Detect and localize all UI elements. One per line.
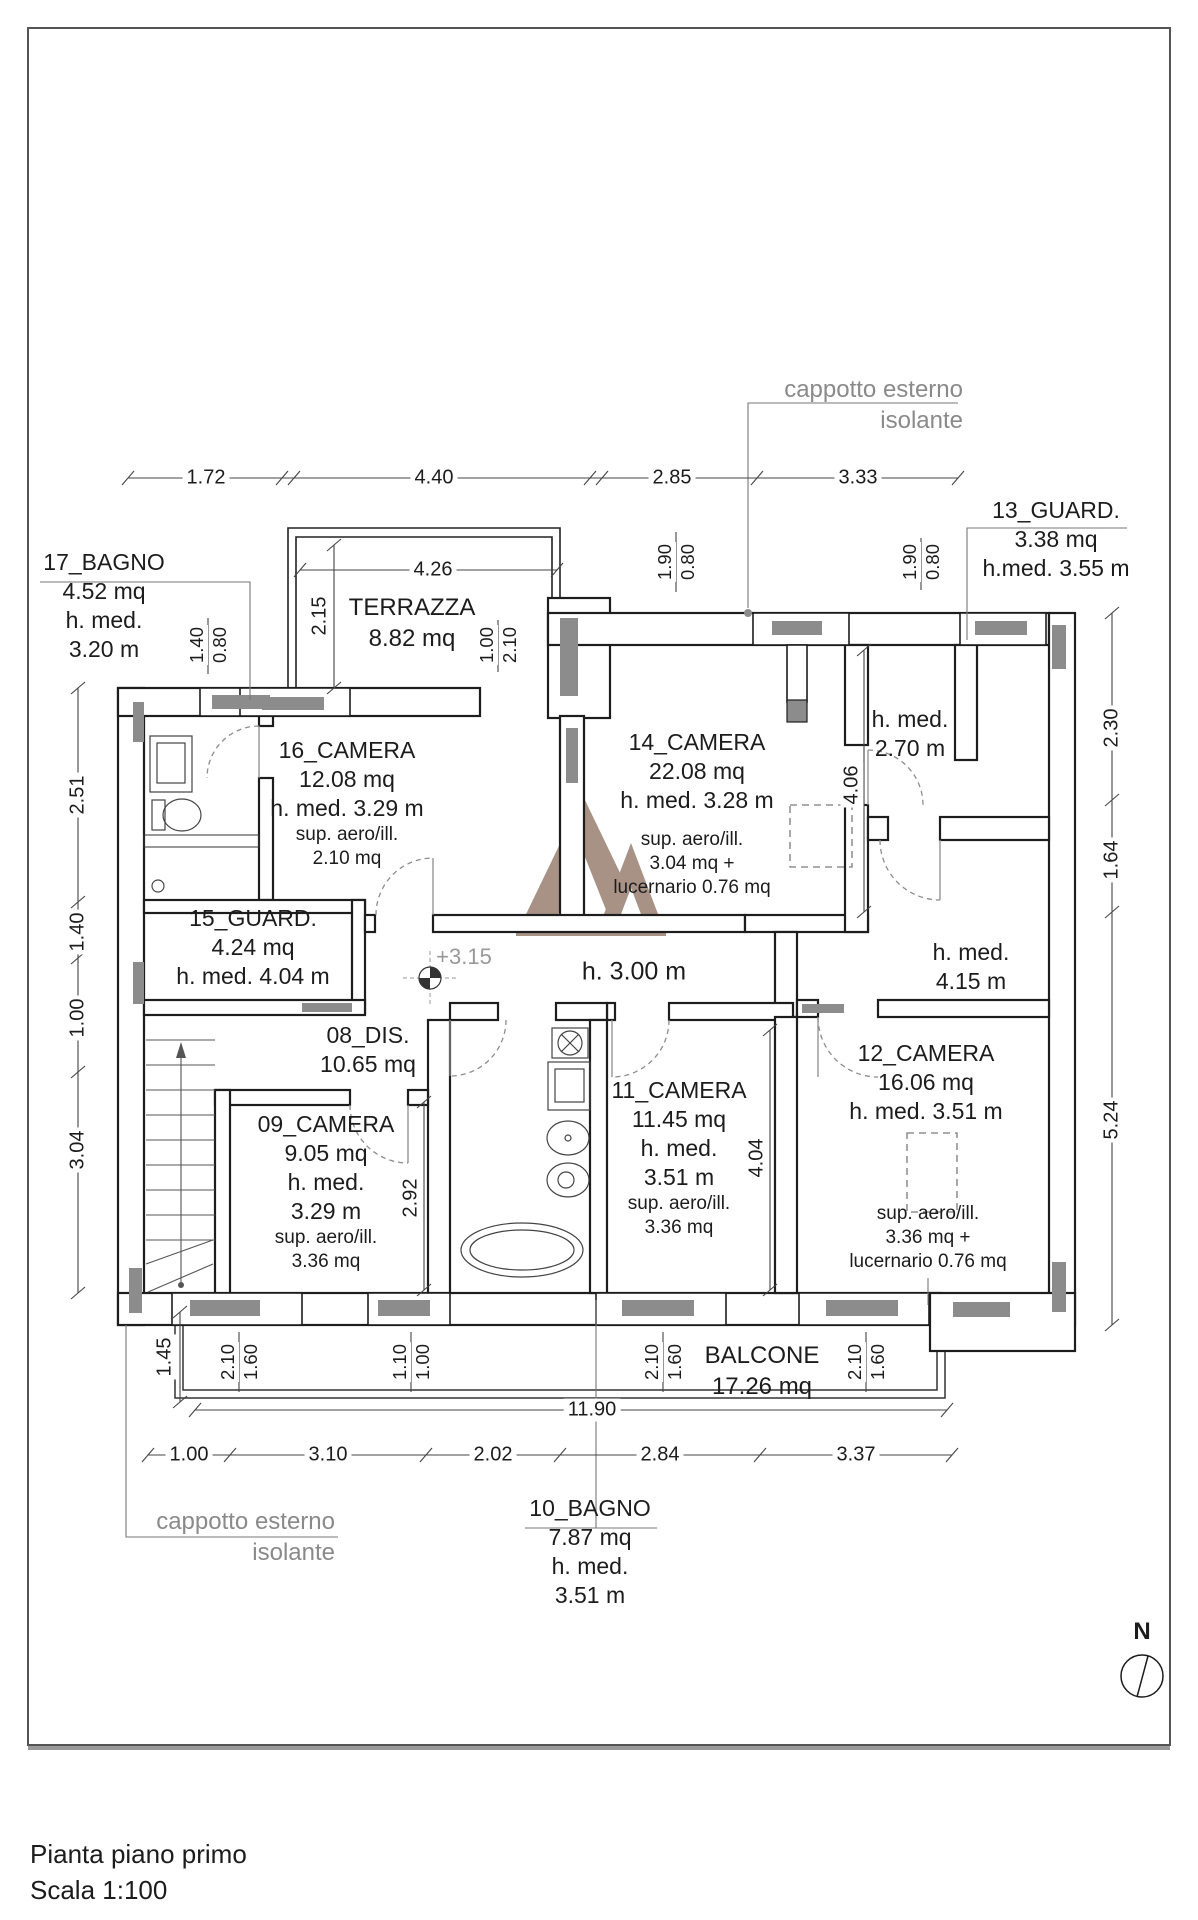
dim-pair-w13-a: 1.90 [899, 543, 920, 581]
dim-pair-b2-b: 1.00 [412, 1343, 433, 1381]
dim-pair-terr-b: 2.10 [499, 626, 520, 664]
room-label-camera11: 11_CAMERA 11.45 mq h. med. 3.51 m sup. aero/ill. 3.36 mq [611, 1077, 747, 1238]
north-label: N [1133, 1618, 1151, 1645]
room-label-bagno10: 10_BAGNO 7.87 mq h. med. 3.51 m [529, 1495, 651, 1608]
dim-left-3: 1.00 [67, 996, 90, 1041]
dim-left-2: 1.40 [67, 910, 90, 955]
dim-pair-w14-b: 0.80 [677, 543, 698, 581]
dim-pair-p17-a: 1.40 [186, 626, 207, 664]
room-label-guard13: 13_GUARD. 3.38 mq h.med. 3.55 m [982, 497, 1130, 581]
room-label-camera14: 14_CAMERA 22.08 mq h. med. 3.28 m [620, 729, 774, 813]
dim-pair-b3-a: 2.10 [641, 1343, 662, 1381]
dim-terrace: 4.26 [410, 559, 457, 582]
room-label-camera09: 09_CAMERA 9.05 mq h. med. 3.29 m sup. aero/ill. 3.36 mq [257, 1111, 395, 1272]
dim-left-4: 3.04 [67, 1128, 90, 1173]
room-label-terrazza: TERRAZZA 8.82 mq [348, 594, 476, 652]
dim-overall: 11.90 [564, 1399, 621, 1422]
room-label-camera12-sup: sup. aero/ill. 3.36 mq + lucernario 0.76 mq [849, 1203, 1007, 1272]
dim-pair-p17-b: 0.80 [209, 626, 230, 664]
staircase [146, 1040, 215, 1292]
room-label-balcone: BALCONE 17.26 mq [704, 1342, 820, 1400]
dim-pair-b3-b: 1.60 [664, 1343, 685, 1381]
dim-right-1: 2.30 [1101, 706, 1124, 751]
room-label-bagno17: 17_BAGNO 4.52 mq h. med. 3.20 m [43, 549, 165, 662]
bathroom17-fixtures [150, 736, 201, 892]
cappotto-note-top: cappotto esterno isolante [784, 376, 963, 434]
zone-label-h270: h. med. 2.70 m [871, 706, 949, 761]
dim-pair-w14-a: 1.90 [654, 543, 675, 581]
duct [787, 645, 807, 722]
dim-v145: 1.45 [154, 1335, 177, 1380]
dim-pair-b2-a: 1.10 [389, 1343, 410, 1381]
dim-bottom-5: 3.37 [833, 1444, 880, 1467]
dim-bottom-4: 2.84 [637, 1444, 684, 1467]
room-label-camera14-sup: sup. aero/ill. 3.04 mq + lucernario 0.76 mq [613, 829, 771, 898]
dim-bottom-2: 3.10 [305, 1444, 352, 1467]
drawing-title: Pianta piano primo [30, 1839, 247, 1869]
room-label-dis08: 08_DIS. 10.65 mq [320, 1022, 416, 1077]
dim-top-1: 1.72 [183, 467, 230, 490]
cappotto-note-bottom: cappotto esterno isolante [156, 1508, 335, 1566]
dim-bottom-1: 1.00 [166, 1444, 213, 1467]
zone-label-h415: h. med. 4.15 m [932, 939, 1010, 994]
height-note-center: h. 3.00 m [581, 957, 687, 986]
dim-top-2: 4.40 [411, 467, 458, 490]
level-marker-label: +3.15 [436, 944, 492, 969]
bathroom10-fixtures [461, 1028, 590, 1277]
balcony-outline [175, 1325, 945, 1398]
dim-top-4: 3.33 [835, 467, 882, 490]
dim-right-3: 5.24 [1101, 1098, 1124, 1143]
dim-pair-b1-a: 2.10 [217, 1343, 238, 1381]
dim-v404: 4.04 [746, 1136, 769, 1181]
dim-pair-terr-a: 1.00 [476, 626, 497, 664]
room-label-camera16: 16_CAMERA 12.08 mq h. med. 3.29 m sup. aero/ill. 2.10 mq [270, 737, 424, 869]
room-label-guard15: 15_GUARD. 4.24 mq h. med. 4.04 m [176, 905, 330, 989]
drawing-scale: Scala 1:100 [30, 1875, 168, 1905]
dim-pair-b4-b: 1.60 [867, 1343, 888, 1381]
room-label-camera12: 12_CAMERA 16.06 mq h. med. 3.51 m [849, 1040, 1003, 1124]
dim-pair-b4-a: 2.10 [844, 1343, 865, 1381]
north-arrow-icon [1121, 1655, 1163, 1697]
dim-v292: 2.92 [400, 1176, 423, 1221]
dim-top-3: 2.85 [649, 467, 696, 490]
dim-pair-b1-b: 1.60 [240, 1343, 261, 1381]
dim-v215: 2.15 [309, 594, 332, 639]
dim-right-2: 1.64 [1101, 838, 1124, 883]
dim-pair-w13-b: 0.80 [922, 543, 943, 581]
dim-left-1: 2.51 [67, 773, 90, 818]
bagno17-divider [144, 835, 259, 847]
title-block [30, 1836, 247, 1908]
dim-bottom-3: 2.02 [470, 1444, 517, 1467]
dim-v406: 4.06 [841, 763, 864, 808]
